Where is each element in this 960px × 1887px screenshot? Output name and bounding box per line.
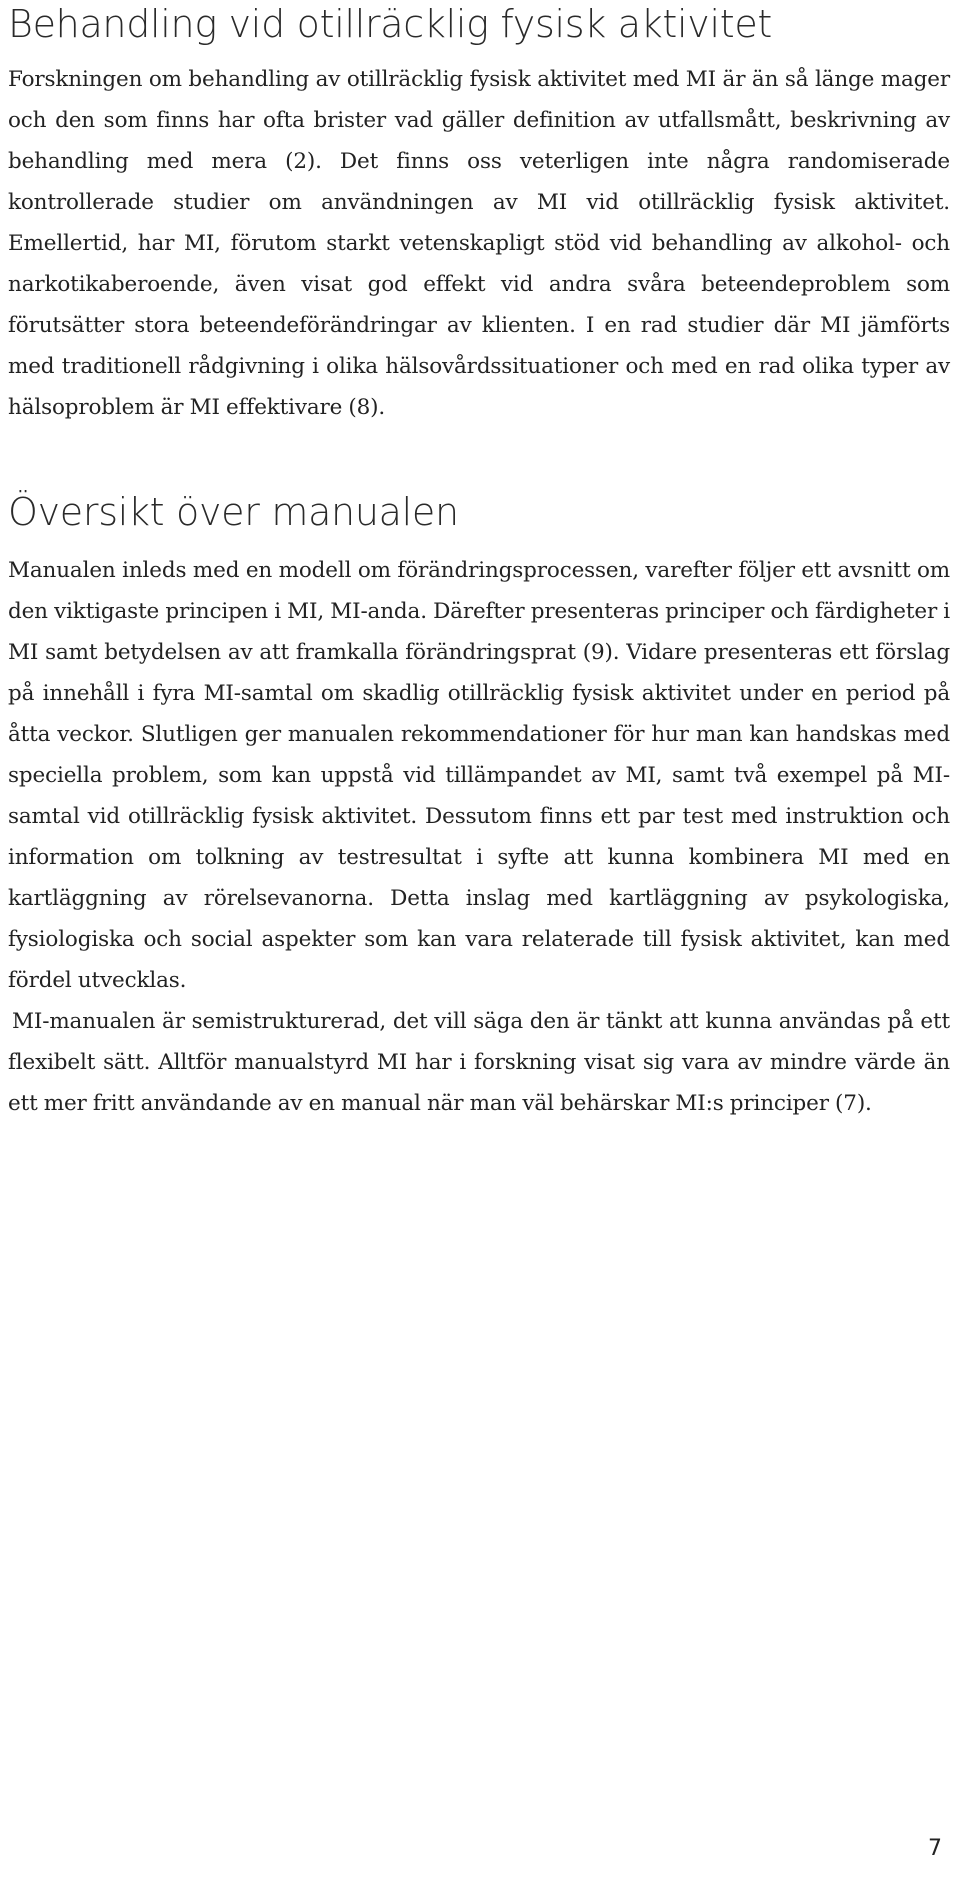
section-paragraph-oversikt-2: MI-manualen är semistrukturerad, det vill säga den är tänkt att kunna användas på ett flexibelt sätt. Alltför manualstyrd MI har i forskning visat sig vara av mindre värde än ett mer fritt användande av en manual när man väl behärskar MI:s principer (7).: [8, 1009, 950, 1116]
page-number: 7: [928, 1836, 942, 1861]
section-heading-oversikt: Översikt över manualen: [8, 490, 459, 534]
section-paragraph-oversikt-1: Manualen inleds med en modell om förändringsprocessen, varefter följer ett avsnitt om den viktigaste principen i MI, MI-anda. Därefter presenteras principer och färdigheter i MI samt betydelsen av att framkalla förändringsprat (9). Vidare presenteras ett förslag på innehåll i fyra MI-samtal om skadlig otillräcklig fysisk aktivitet under en period på åtta veckor. Slutligen ger manualen rekommendationer för hur man kan handskas med speciella problem, som kan uppstå vid tillämpandet av MI, samt två exempel på MI-samtal vid otillräcklig fysisk aktivitet. Dessutom finns ett par test med instruktion och information om tolkning av testresultat i syfte att kunna kombinera MI med en kartläggning av rörelsevanorna. Detta inslag med kartläggning av psykologiska, fysiologiska och social aspekter som kan vara relaterade till fysisk aktivitet, kan med fördel utvecklas.: [8, 558, 950, 993]
section-paragraph-behandling: Forskningen om behandling av otillräcklig fysisk aktivitet med MI är än så länge mager och den som finns har ofta brister vad gäller definition av utfallsmått, beskrivning av behandling med mera (2). Det finns oss veterligen inte några randomiserade kontrollerade studier om användningen av MI vid otillräcklig fysisk aktivitet. Emellertid, har MI, förutom starkt vetenskapligt stöd vid behandling av alkohol- och narkotikaberoende, även visat god effekt vid andra svåra beteendeproblem som förutsätter stora beteendeförändringar av klienten. I en rad studier där MI jämförts med traditionell rådgivning i olika hälsovårdssituationer och med en rad olika typer av hälsoproblem är MI effektivare (8).: [8, 67, 950, 420]
section-heading-behandling: Behandling vid otillräcklig fysisk aktivitet: [8, 2, 773, 46]
